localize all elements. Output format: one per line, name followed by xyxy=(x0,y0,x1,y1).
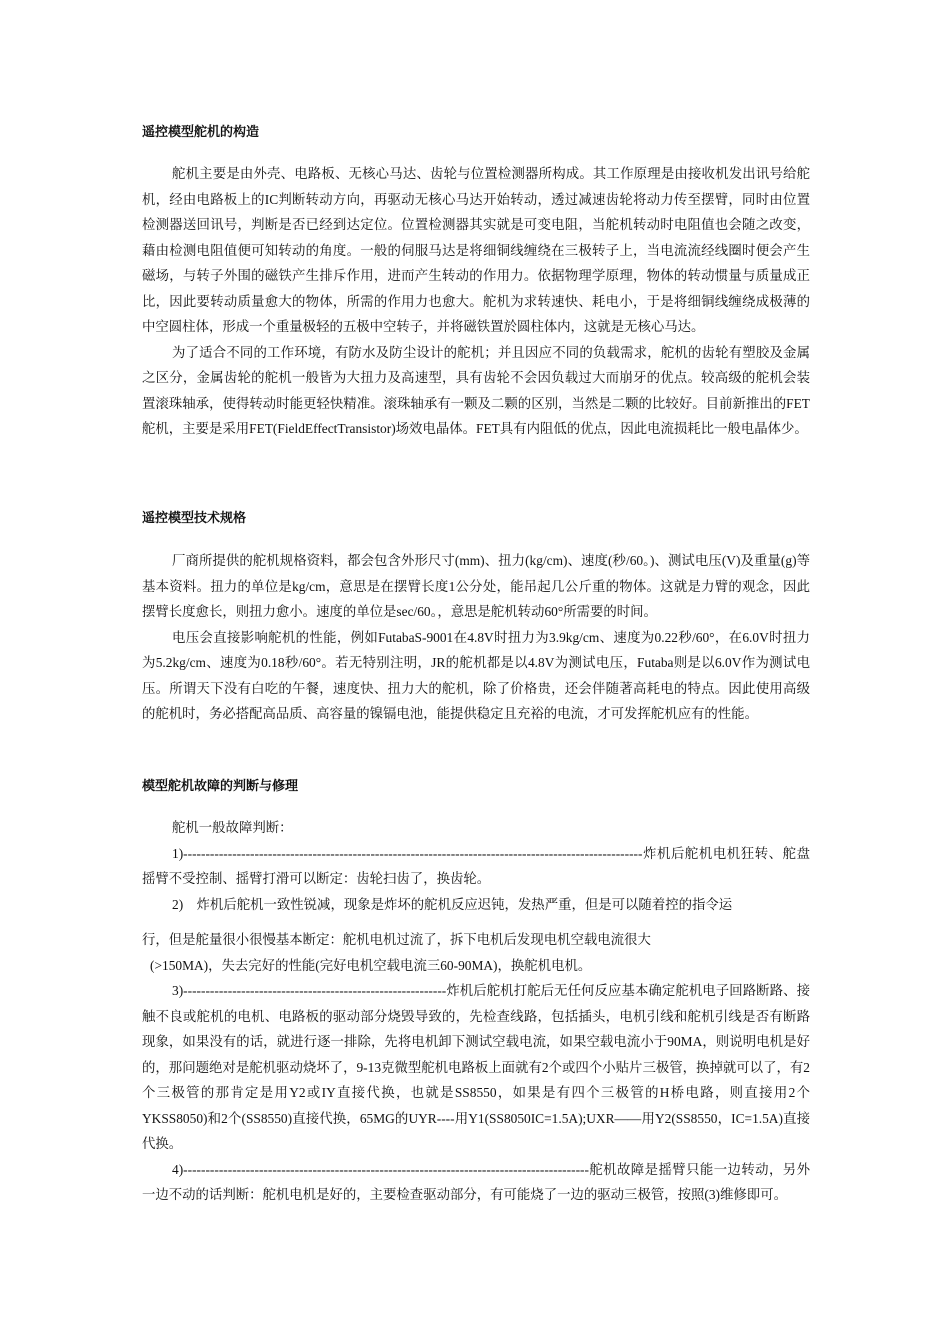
paragraph: 舵机主要是由外壳、电路板、无核心马达、齿轮与位置检测器所构成。其工作原理是由接收机发出讯号给舵机，经由电路板上的IC判断转动方向，再驱动无核心马达开始转动，透过减速齿轮将动力传至摆臂，同时由位置检测器送回讯号，判断是否已经到达定位。位置检测器其实就是可变电阻，当舵机转动时电阻值也会随之改变，藉由检测电阻值便可知转动的角度。一般的伺服马达是将细铜线缠绕在三极转子上，当电流流经线圈时便会产生磁场，与转子外围的磁铁产生排斥作用，进而产生转动的作用力。依据物理学原理，物体的转动惯量与质量成正比，因此要转动质量愈大的物体，所需的作用力也愈大。舵机为求转速快、耗电小，于是将细铜线缠绕成极薄的中空圆柱体，形成一个重量极轻的五极中空转子，并将磁铁置於圆柱体内，这就是无核心马达。 xyxy=(142,166,810,334)
section-heading-servo-structure: 遥控模型舵机的构造 xyxy=(142,124,260,139)
section-body-tech-specs xyxy=(142,548,810,727)
paragraph: 行，但是舵量很小很慢基本断定：舵机电机过流了，拆下电机后发现电机空载电流很大 xyxy=(142,932,651,947)
paragraph: (>150MA)，失去完好的性能(完好电机空载电流三60-90MA)，换舵机电机。 xyxy=(150,957,592,973)
section-body-fault-repair-part2 xyxy=(142,927,810,1208)
paragraph: 2) 炸机后舵机一致性锐减，现象是炸坏的舵机反应迟钝，发热严重，但是可以随着控的指令运 xyxy=(172,896,733,912)
paragraph: 4)-------------------------------------------------------------------------------------------舵机故障是摇臂只能一边转动，另外一边不动的话判断：舵机电机是好的，主要检查驱动部分，有可能烧了一边的驱动三极管，按照(3)维修即可。 xyxy=(142,1161,810,1202)
paragraph: 3)-----------------------------------------------------------炸机后舵机打舵后无任何反应基本确定舵机电子回路断路、接触不良或舵机的电机、电路板的驱动部分烧毁导致的，先检查线路，包括插头，电机引线和舵机引线是否有断路现象，如果没有的话，就进行逐一排除，先将电机卸下测试空载电流，如果空载电流小于90MA，则说明电机是好的，那问题绝对是舵机驱动烧坏了，9-13克微型舵机电路板上面就有2个或四个小贴片三极管，换掉就可以了，有2个三极管的那肯定是用Y2或IY直接代换，也就是SS8550，如果是有四个三极管的H桥电路，则直接用2个YKSS8050)和2个(SS8550)直接代换，65MG的UYR----用Y1(SS8050IC=1.5A);UXR——用Y2(SS8550，IC=1.5A)直接代换。 xyxy=(142,983,810,1151)
paragraph: 电压会直接影响舵机的性能，例如FutabaS-9001在4.8V时扭力为3.9kg/cm、速度为0.22秒/60°，在6.0V时扭力为5.2kg/cm、速度为0.18秒/60°。若无特别注明，JR的舵机都是以4.8V为测试电压，Futaba则是以6.0V作为测试电压。所谓天下没有白吃的午餐，速度快、扭力大的舵机，除了价格贵，还会伴随著高耗电的特点。因此使用高级的舵机时，务必搭配高品质、高容量的镍镉电池，能提供稳定且充裕的电流，才可发挥舵机应有的性能。 xyxy=(142,629,810,721)
paragraph: 厂商所提供的舵机规格资料，都会包含外形尺寸(mm)、扭力(kg/cm)、速度(秒/60。)、测试电压(V)及重量(g)等基本资料。扭力的单位是kg/cm，意思是在摆臂长度1公分处，能吊起几公斤重的物体。这就是力臂的观念，因此摆臂长度愈长，则扭力愈小。速度的单位是sec/60。，意思是舵机转动60°所需要的时间。 xyxy=(142,553,810,619)
section-heading-fault-repair: 模型舵机故障的判断与修理 xyxy=(142,778,299,793)
paragraph: 1)-------------------------------------------------------------------------------------------------------炸机后舵机电机狂转、舵盘摇臂不受控制、摇臂打滑可以断定：齿轮扫齿了，换齿轮。 xyxy=(142,845,810,886)
section-body-fault-repair-part1 xyxy=(142,815,810,917)
paragraph: 舵机一般故障判断： xyxy=(172,820,293,835)
paragraph: 为了适合不同的工作环境，有防水及防尘设计的舵机；并且因应不同的负载需求，舵机的齿轮有塑胶及金属之区分，金属齿轮的舵机一般皆为大扭力及高速型，具有齿轮不会因负载过大而崩牙的优点。较高级的舵机会装置滚珠轴承，使得转动时能更轻快精准。滚珠轴承有一颗及二颗的区别，当然是二颗的比较好。目前新推出的FET舵机，主要是采用FET(FieldEffectTransistor)场效电晶体。FET具有内阻低的优点，因此电流损耗比一般电晶体少。 xyxy=(142,344,810,436)
section-body-servo-structure xyxy=(142,161,810,442)
section-heading-tech-specs: 遥控模型技术规格 xyxy=(142,510,247,525)
